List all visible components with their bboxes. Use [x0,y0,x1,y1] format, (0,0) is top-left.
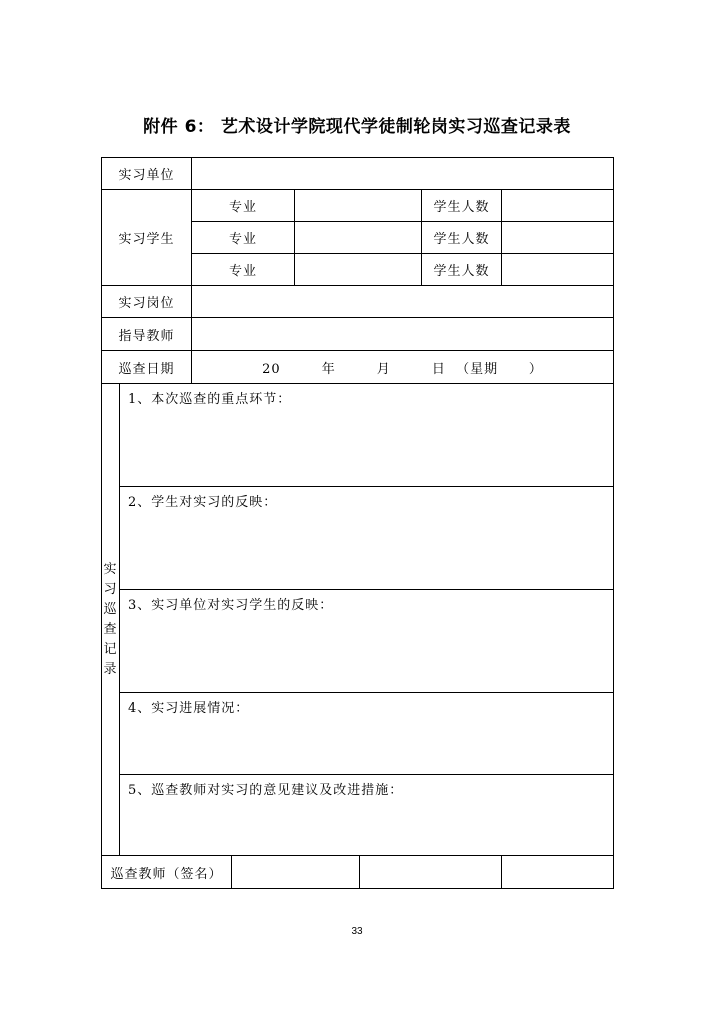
signature-field-2[interactable] [360,856,502,889]
supervisor-field[interactable] [192,318,614,351]
record-section-progress[interactable]: 4、实习进展情况： [120,693,614,775]
record-section-key-points[interactable]: 1、本次巡查的重点环节： [120,384,614,487]
major-label: 专业 [192,222,295,254]
signature-field-1[interactable] [232,856,360,889]
inspection-date-field[interactable]: 20 年 月 日 （星期 ） [192,351,614,384]
student-count-field-2[interactable] [502,222,614,254]
student-count-field-1[interactable] [502,190,614,222]
record-section-suggestions[interactable]: 5、巡查教师对实习的意见建议及改进措施： [120,775,614,856]
record-section-student-feedback[interactable]: 2、学生对实习的反映： [120,487,614,590]
inspector-signature-label: 巡查教师（签名） [102,856,232,889]
internship-unit-field[interactable] [192,158,614,190]
major-field-1[interactable] [295,190,422,222]
inspection-record-vertical-label: 实 习 巡 查 记 录 [102,384,120,856]
major-field-3[interactable] [295,254,422,286]
internship-post-field[interactable] [192,286,614,318]
internship-unit-label: 实习单位 [102,158,192,190]
student-count-label: 学生人数 [422,222,502,254]
intern-student-label: 实习学生 [102,190,192,286]
major-field-2[interactable] [295,222,422,254]
inspection-record-table [101,157,614,889]
internship-post-label: 实习岗位 [102,286,192,318]
student-count-field-3[interactable] [502,254,614,286]
record-section-unit-feedback[interactable]: 3、实习单位对实习学生的反映： [120,590,614,693]
student-count-label: 学生人数 [422,254,502,286]
page-number: 33 [351,926,363,937]
page-title: 附件 6： 艺术设计学院现代学徒制轮岗实习巡查记录表 [143,117,571,137]
student-count-label: 学生人数 [422,190,502,222]
major-label: 专业 [192,190,295,222]
signature-field-3[interactable] [502,856,614,889]
major-label: 专业 [192,254,295,286]
supervisor-label: 指导教师 [102,318,192,351]
inspection-date-label: 巡查日期 [102,351,192,384]
